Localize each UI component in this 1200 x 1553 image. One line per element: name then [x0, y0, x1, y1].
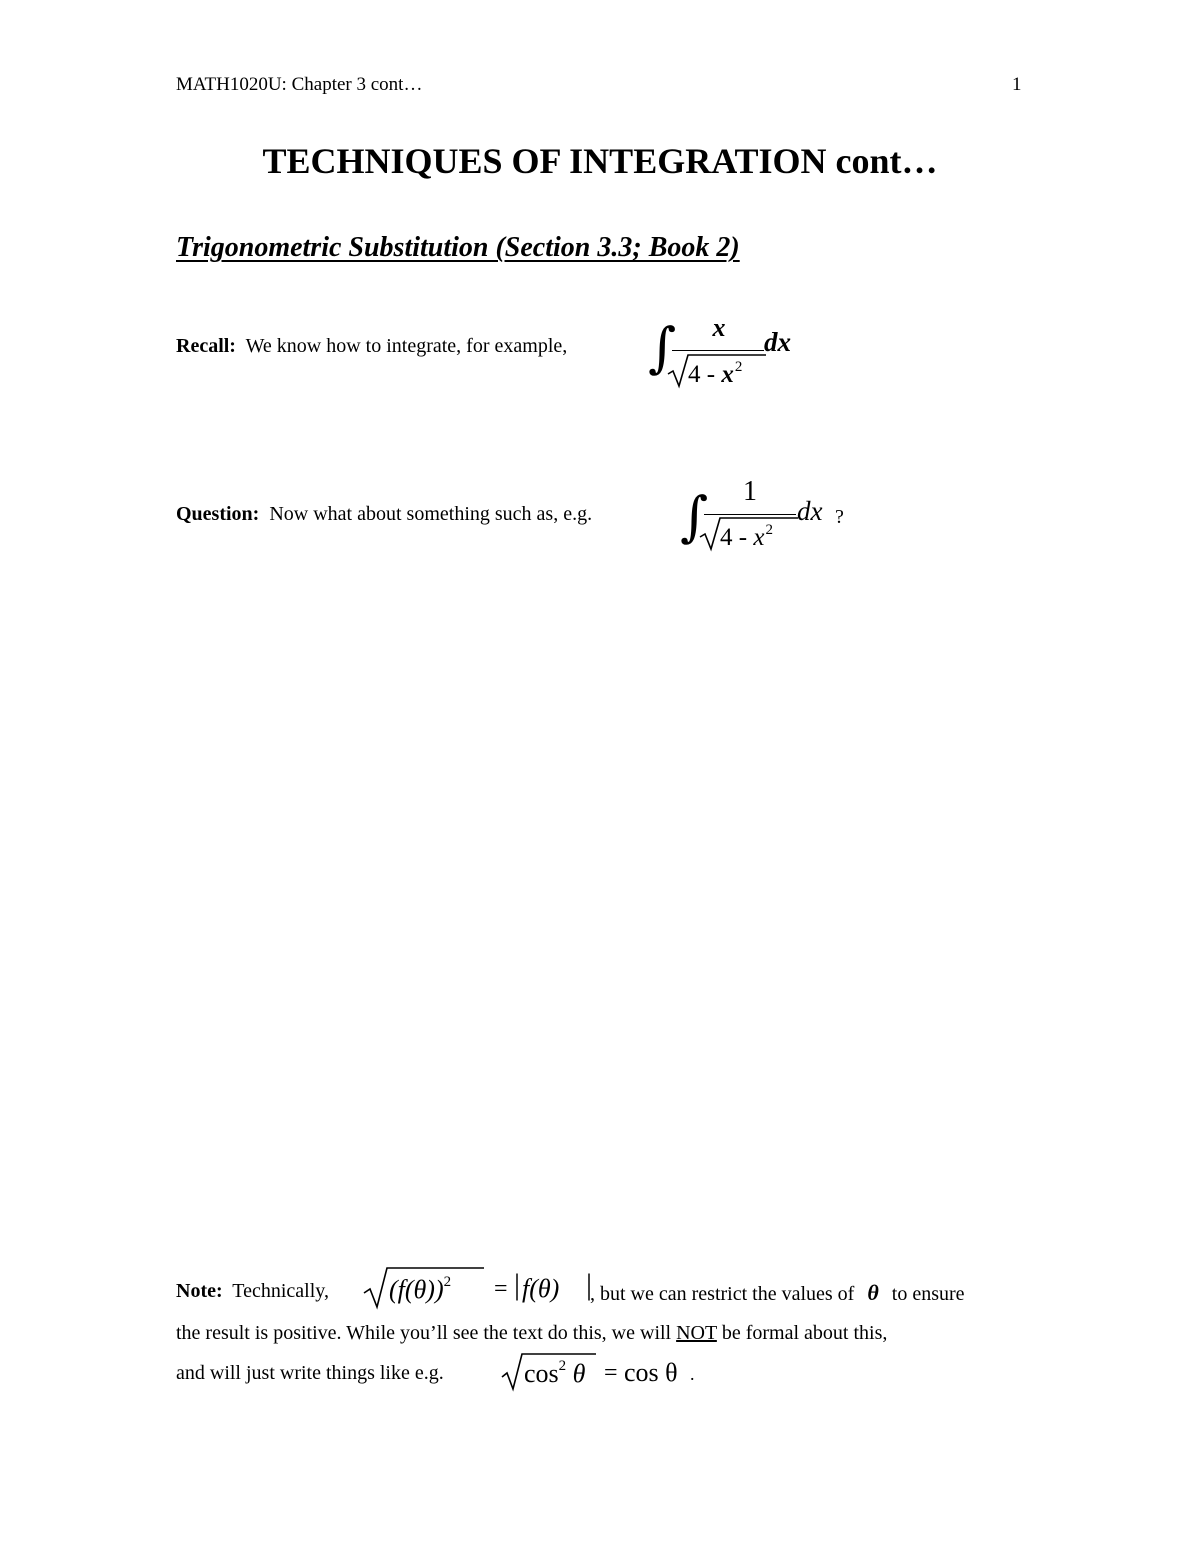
recall-differential: dx: [764, 327, 791, 357]
note-example-formula: [500, 1350, 700, 1400]
question-numerator: 1: [743, 476, 757, 507]
fraction-bar: [704, 514, 796, 515]
note-line2-before: the result is positive. While you’ll see the text do this, we will: [176, 1322, 677, 1344]
recall-integral: [648, 305, 808, 395]
note-formula-equals: =: [494, 1276, 508, 1302]
recall-label: Recall:: [176, 335, 236, 357]
note-text-mid: , but we can restrict the values of: [590, 1283, 855, 1305]
note-line3-before: and will just write things like e.g.: [176, 1362, 444, 1384]
note-label: Note:: [176, 1280, 223, 1302]
note-theta: θ: [867, 1280, 879, 1305]
integral-sign-icon: ∫: [680, 485, 709, 548]
question-denominator: $4 - x^2$: [720, 522, 773, 551]
page-number: 1: [1012, 74, 1022, 95]
abs-bar-right-icon: |: [586, 1268, 593, 1301]
question-paragraph: [176, 503, 592, 526]
note-line2-underlined: NOT: [676, 1322, 717, 1344]
note-formula: [362, 1262, 596, 1322]
note-line-1: [176, 1280, 329, 1303]
page-title: TECHNIQUES OF INTEGRATION cont…: [262, 141, 938, 181]
recall-paragraph: [176, 335, 567, 358]
note-line-3: [176, 1362, 444, 1385]
note-line2-after: be formal about this,: [716, 1322, 888, 1344]
section-heading: Trigonometric Substitution (Section 3.3; Book 2): [176, 232, 740, 263]
note-example-equals: =: [604, 1360, 618, 1386]
note-example-period: .: [690, 1364, 695, 1384]
question-integral: [680, 474, 860, 564]
note-formula-rhs: f(θ): [522, 1274, 560, 1303]
note-formula-lhs: $(f(\theta))^2$: [389, 1274, 452, 1304]
question-label: Question:: [176, 503, 260, 525]
note-text-before: Technically,: [232, 1280, 329, 1302]
recall-text: We know how to integrate, for example,: [245, 335, 568, 357]
fraction-bar: [672, 350, 764, 351]
note-example-rhs: cos θ: [624, 1358, 678, 1387]
note-text-after: to ensure: [891, 1283, 965, 1305]
question-text: Now what about something such as, e.g.: [269, 503, 593, 525]
abs-bar-left-icon: |: [514, 1268, 521, 1301]
note-line-1-continued: [590, 1280, 965, 1306]
recall-numerator: x: [712, 313, 726, 342]
recall-denominator: $4 - x^2$: [688, 359, 743, 388]
running-header: MATH1020U: Chapter 3 cont…: [176, 74, 423, 95]
note-line-2: [176, 1322, 887, 1345]
question-differential: dx: [797, 496, 823, 526]
question-mark: ?: [835, 506, 844, 528]
integral-sign-icon: ∫: [648, 316, 677, 379]
note-example-lhs: $\cos^2 \theta$: [524, 1358, 586, 1388]
